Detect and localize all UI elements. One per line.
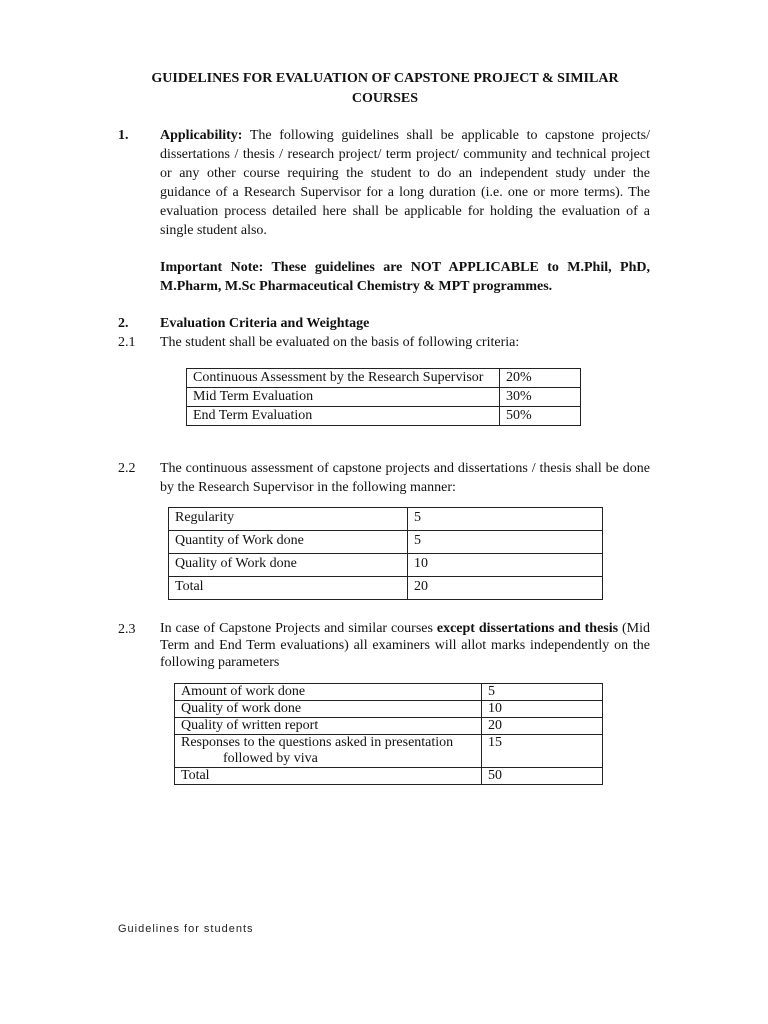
table-row — [175, 718, 603, 735]
table-cell-value: 10 — [482, 701, 603, 718]
table-cell-value: 20% — [500, 369, 581, 388]
table-row — [187, 388, 581, 407]
table-cell-value: 50% — [500, 407, 581, 426]
table-cell-label: End Term Evaluation — [187, 407, 500, 426]
table-cell-label: Quality of work done — [175, 701, 482, 718]
table-cell-label: Mid Term Evaluation — [187, 388, 500, 407]
table-row — [175, 701, 603, 718]
table-cell-value: 5 — [408, 508, 603, 531]
table-row — [187, 369, 581, 388]
section-2-1-text: The student shall be evaluated on the basis of following criteria: — [160, 335, 520, 350]
table-row — [175, 684, 603, 701]
section-2-3-text: In case of Capstone Projects and similar courses except dissertations and thesis (Mid Term and End Term evaluations) all examiners will allot marks independently on the following parameters — [160, 621, 651, 670]
table-cell-label: Amount of work done — [175, 684, 482, 701]
continuous-assessment-table — [168, 507, 603, 600]
section-2-number: 2. — [118, 316, 129, 331]
table-cell-label: Quality of Work done — [169, 554, 408, 577]
table-row — [169, 508, 603, 531]
table-cell-value: 20 — [408, 577, 603, 600]
section-2-1-number: 2.1 — [118, 335, 136, 350]
table-cell-label: Continuous Assessment by the Research Supervisor — [187, 369, 500, 388]
table-row — [187, 407, 581, 426]
section-1-applicability: Applicability: The following guidelines shall be applicable to capstone projects/ dissertations / thesis / research project/ term project/ community and technical project or any other course requiring the student to do an independent study under the guidance of a Research Supervisor for a long duration (i.e. one or more terms). The evaluation process detailed here shall be applicable for holding the evaluation of a single student also. — [160, 128, 650, 238]
table-cell-value: 50 — [482, 768, 603, 785]
examiner-parameters-table — [174, 683, 603, 785]
table-cell-value: 30% — [500, 388, 581, 407]
table-cell-value: 10 — [408, 554, 603, 577]
table-cell-value: 20 — [482, 718, 603, 735]
section-2-2-number: 2.2 — [118, 461, 136, 476]
table-row — [169, 554, 603, 577]
table-cell-label: Total — [169, 577, 408, 600]
section-2-heading: Evaluation Criteria and Weightage — [160, 316, 370, 331]
table-cell-value: 15 — [482, 735, 603, 768]
table-cell-value: 5 — [408, 531, 603, 554]
table-cell-label: Responses to the questions asked in presentation followed by viva — [175, 735, 482, 768]
document-title: GUIDELINES FOR EVALUATION OF CAPSTONE PROJECT & SIMILAR COURSES — [151, 71, 619, 106]
table-cell-label: Regularity — [169, 508, 408, 531]
table-row — [175, 768, 603, 785]
table-cell-label: Quantity of Work done — [169, 531, 408, 554]
section-2-2-text: The continuous assessment of capstone projects and dissertations / thesis shall be done by the Research Supervisor in the following manner: — [160, 461, 650, 495]
criteria-weightage-table — [186, 368, 581, 426]
important-note: Important Note: These guidelines are NOT APPLICABLE to M.Phil, PhD, M.Pharm, M.Sc Pharmaceutical Chemistry & MPT programmes. — [160, 260, 650, 294]
table-row — [169, 577, 603, 600]
section-1-number: 1. — [118, 128, 129, 143]
section-2-3-number: 2.3 — [118, 622, 136, 637]
table-cell-value: 5 — [482, 684, 603, 701]
table-cell-label: Total — [175, 768, 482, 785]
table-cell-label: Quality of written report — [175, 718, 482, 735]
table-row — [169, 531, 603, 554]
table-row — [175, 735, 603, 768]
page-footer: Guidelines for students — [118, 923, 254, 935]
